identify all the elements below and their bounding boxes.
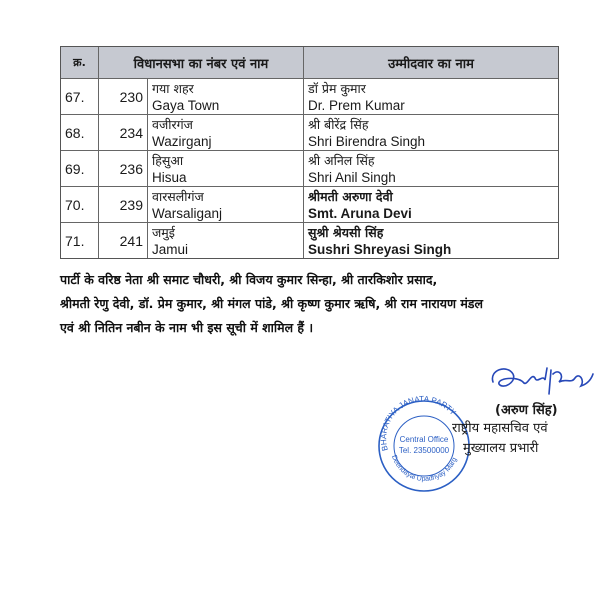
header-candidate: उम्मीदवार का नाम — [303, 47, 558, 78]
party-stamp-icon — [374, 394, 474, 494]
candidate-name — [303, 79, 558, 114]
serial-cell: 67. — [65, 88, 85, 105]
candidate-name-english: Sushri Shreyasi Singh — [308, 242, 452, 257]
note-line: श्रीमती रेणु देवी, डॉ. प्रेम कुमार, श्री मंगल पांडे, श्री कृष्ण कुमार ऋषि, श्री राम नारायण मंडल — [60, 296, 483, 311]
serial-cell: 70. — [65, 196, 85, 213]
constituency-name-english: Warsaliganj — [152, 206, 223, 221]
constituency-number: 241 — [98, 223, 147, 258]
table-header — [61, 47, 558, 78]
table-row — [61, 186, 558, 222]
constituency-number: 239 — [98, 187, 147, 222]
candidate-name-english: Smt. Aruna Devi — [308, 206, 412, 221]
table-row — [61, 78, 558, 114]
candidate-name-hindi: श्री अनिल सिंह — [308, 153, 375, 168]
constituency-name-english: Gaya Town — [152, 98, 220, 113]
candidate-name-english: Shri Anil Singh — [308, 170, 396, 185]
candidate-name — [303, 187, 558, 222]
note-line: पार्टी के वरिष्ठ नेता श्री समाट चौधरी, श्री विजय कुमार सिन्हा, श्री तारकिशोर प्रसाद, — [60, 272, 438, 287]
serial-cell: 69. — [65, 160, 85, 177]
serial-cell: 71. — [65, 232, 85, 249]
constituency-name-hindi: वजीरगंज — [152, 117, 193, 132]
candidate-name — [303, 223, 558, 258]
svg-text:BHARATIYA JANATA PARTY: BHARATIYA JANATA PARTY — [379, 394, 458, 452]
senior-leaders-note — [60, 268, 560, 340]
table-row — [61, 222, 558, 258]
candidate-name-english: Dr. Prem Kumar — [308, 98, 405, 113]
svg-text:Deendayal Upadhyay Marg: Deendayal Upadhyay Marg — [390, 454, 459, 483]
candidate-name-hindi: डॉ प्रेम कुमार — [308, 81, 366, 96]
signature-icon — [487, 360, 597, 400]
constituency-name — [147, 187, 303, 222]
constituency-name-hindi: जमुई — [152, 225, 175, 240]
candidate-name-hindi: सुश्री श्रेयसी सिंह — [308, 225, 384, 240]
constituency-name-english: Hisua — [152, 170, 187, 185]
signatory-name: (अरुण सिंह) — [495, 403, 558, 418]
constituency-name-hindi: हिसुआ — [152, 153, 184, 168]
candidate-name — [303, 115, 558, 150]
header-constituency: विधानसभा का नंबर एवं नाम — [98, 47, 303, 78]
table-row — [61, 114, 558, 150]
constituency-name-hindi: गया शहर — [152, 81, 194, 96]
note-line: एवं श्री नितिन नबीन के नाम भी इस सूची में शामिल हैं । — [60, 320, 314, 335]
header-serial: क्र. — [73, 56, 86, 69]
candidate-table — [60, 46, 559, 259]
constituency-name-english: Wazirganj — [152, 134, 212, 149]
constituency-number: 236 — [98, 151, 147, 186]
constituency-name — [147, 115, 303, 150]
constituency-name — [147, 151, 303, 186]
constituency-number: 230 — [98, 79, 147, 114]
constituency-name-english: Jamui — [152, 242, 189, 257]
constituency-name — [147, 79, 303, 114]
candidate-name-hindi: श्री बीरेंद्र सिंह — [308, 117, 369, 132]
svg-text:Tel. 23500000: Tel. 23500000 — [398, 446, 450, 455]
candidate-name-hindi: श्रीमती अरुणा देवी — [308, 189, 393, 204]
constituency-number: 234 — [98, 115, 147, 150]
signatory-designation: मुख्यालय प्रभारी — [463, 441, 539, 456]
serial-cell: 68. — [65, 124, 85, 141]
candidate-name — [303, 151, 558, 186]
svg-text:Central Office: Central Office — [399, 435, 449, 444]
signatory-designation: राष्ट्रीय महासचिव एवं — [452, 421, 548, 436]
constituency-name — [147, 223, 303, 258]
table-row — [61, 150, 558, 186]
candidate-name-english: Shri Birendra Singh — [308, 134, 426, 149]
constituency-name-hindi: वारसलीगंज — [152, 189, 204, 204]
